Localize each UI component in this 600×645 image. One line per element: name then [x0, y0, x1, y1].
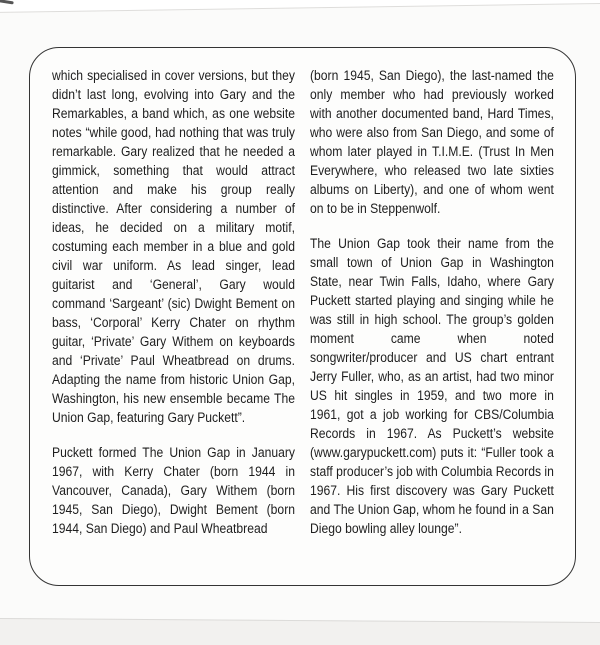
paragraph: (born 1945, San Diego), the last-named the only member who had previously worked with another documented band, Hard Times, who were also from San Diego, and some of whom later played in T.I.M.E. (Trust In Men Everywhere, who released two late sixties albums on Liberty), and one of whom went on to be in Steppenwolf.: [310, 68, 554, 216]
text-column-left: [52, 66, 295, 538]
paragraph: The Union Gap took their name from the small town of Union Gap in Washington State, near Twin Falls, Idaho, where Gary Puckett started playing and singing while he was still in high school. The group’s golden moment came when noted songwriter/producer and US chart entrant Jerry Fuller, who, as an artist, had two minor US hit singles in 1959, and two more in 1961, got a job working for CBS/Columbia Records in 1967. As Puckett’s website (www.garypuckett.com) puts it: “Fuller took a staff producer’s job with Columbia Records in 1967. His first discovery was Gary Puckett and The Union Gap, whom he found in a San Diego bowling alley lounge”.: [310, 236, 554, 536]
paragraph: Puckett formed The Union Gap in January 1967, with Kerry Chater (born 1944 in Vancouver, Canada), Gary Withem (born 1945, San Diego), Dwight Bement (born 1944, San Diego) and Paul Wheatbread: [52, 445, 295, 536]
paragraph: which specialised in cover versions, but they didn’t last long, evolving into Gary and the Remarkables, a band which, as one website notes “while good, had nothing that was truly remarkable. Gary realized that he needed a gimmick, something that would attract attention and make his group really distinctive. After considering a number of ideas, he decided on a military motif, costuming each member in a blue and gold civil war uniform. As lead singer, lead guitarist and ‘General’, Gary would command ‘Sargeant’ (sic) Dwight Bement on bass, ‘Corporal’ Kerry Chater on rhythm guitar, ‘Private’ Gary Withem on keyboards and ‘Private’ Paul Wheatbread on drums. Adapting the name from historic Union Gap, Washington, his new ensemble became The Union Gap, featuring Gary Puckett”.: [52, 68, 295, 425]
text-column-right: [310, 66, 554, 538]
scan-top-edge: [0, 0, 600, 13]
scan-bottom-edge: [0, 618, 600, 645]
